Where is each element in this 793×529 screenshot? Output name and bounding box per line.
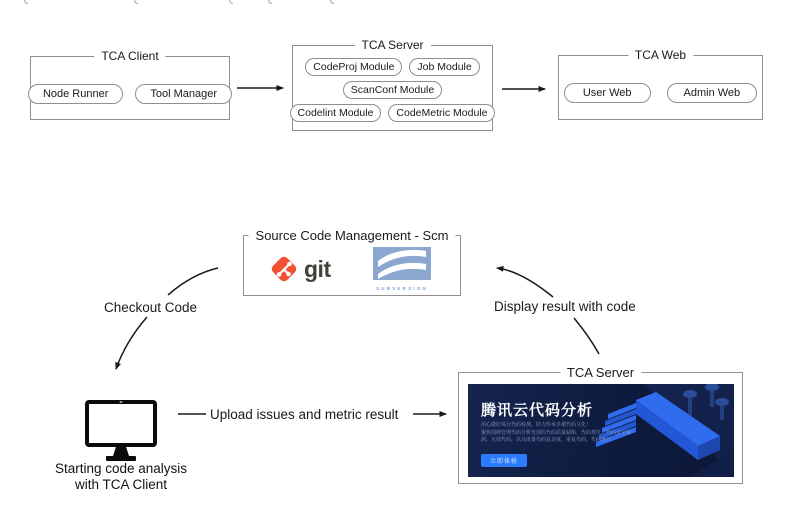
- arrow-checkout-upper: [168, 268, 218, 295]
- cropped-text-remnant: [24, 0, 28, 4]
- tca-client-label: TCA Client: [94, 49, 165, 63]
- checkout-code-label: Checkout Code: [104, 300, 198, 315]
- cropped-text-remnant: [229, 0, 233, 4]
- cropped-text-remnant: [268, 0, 272, 4]
- banner-text: [481, 422, 639, 445]
- banner-title: 腾讯云代码分析: [481, 402, 594, 419]
- arrow-display-upper: [497, 268, 553, 297]
- banner-description: 聚焦围绕管理代码分析发现的代码质量缺陷、代码规范、代码安全漏洞、无效代码，以及度量代码复杂度、重复代码、代码统计。: [481, 430, 632, 443]
- tca-client-modules: [31, 84, 229, 104]
- cta-button: 立即体验: [481, 454, 527, 467]
- module-pill-admin-web: Admin Web: [667, 83, 758, 103]
- tca-server-row-1: [293, 58, 492, 76]
- monitor-camera-dot: [120, 401, 123, 403]
- module-pill-codeproj: CodeProj Module: [305, 58, 402, 76]
- arrow-display-lower: [574, 318, 599, 354]
- scm-label: Source Code Management - Scm: [249, 228, 456, 243]
- module-pill-tool-manager: Tool Manager: [135, 84, 232, 104]
- module-pill-user-web: User Web: [564, 83, 651, 103]
- tca-web-label: TCA Web: [628, 48, 693, 62]
- cropped-text-remnant: [330, 0, 334, 4]
- tca-web-box: [558, 48, 763, 120]
- monitor-screen: [85, 400, 157, 447]
- module-pill-codemetric: CodeMetric Module: [388, 104, 495, 122]
- monitor-stand: [113, 447, 129, 456]
- tca-server-label: TCA Server: [354, 38, 430, 52]
- tca-web-screenshot: [468, 384, 734, 477]
- tca-client-box: [30, 49, 230, 120]
- git-wordmark: git: [304, 255, 331, 282]
- tca-server-bottom-box: [458, 365, 743, 484]
- git-logo: [266, 251, 331, 287]
- tca-server-row-2: [293, 81, 492, 99]
- client-caption: [26, 461, 216, 493]
- tca-server-bottom-label: TCA Server: [560, 365, 641, 380]
- subversion-logo: [372, 247, 432, 291]
- tca-server-box: [292, 38, 493, 131]
- tca-web-modules: [559, 83, 762, 103]
- scm-box: [243, 228, 461, 296]
- subversion-wordmark: SUBVERSION: [376, 286, 428, 291]
- arrow-checkout-lower: [116, 317, 147, 369]
- module-pill-node-runner: Node Runner: [28, 84, 123, 104]
- client-caption-line2: with TCA Client: [74, 477, 168, 492]
- module-pill-job: Job Module: [409, 58, 479, 76]
- module-pill-codelint: Codelint Module: [290, 104, 382, 122]
- banner-tagline: 用心做好每行代码检测，助力传承卓越代码文化！: [481, 422, 592, 428]
- cropped-text-remnant: [134, 0, 138, 4]
- git-icon: [266, 251, 302, 287]
- client-caption-line1: Starting code analysis: [54, 461, 188, 476]
- display-result-label: Display result with code: [494, 299, 636, 314]
- upload-result-label: Upload issues and metric result: [210, 407, 399, 422]
- module-pill-scanconf: ScanConf Module: [343, 81, 442, 99]
- subversion-icon: [373, 247, 431, 280]
- tca-server-row-3: [293, 104, 492, 122]
- computer-monitor-icon: [85, 400, 157, 461]
